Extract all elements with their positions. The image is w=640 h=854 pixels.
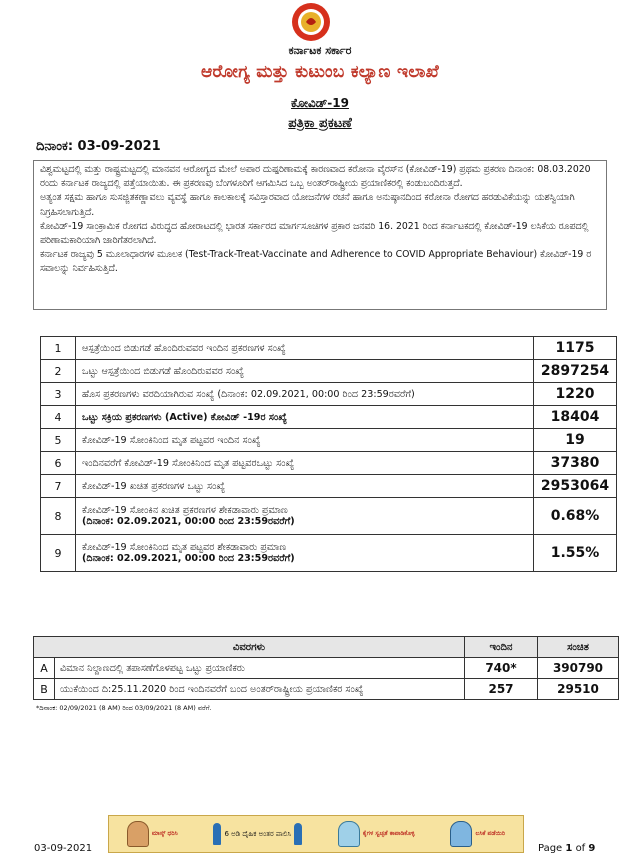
row-label: ಕೋವಿಡ್-19 ಸೋಂಕಿನ ಖಚಿತ ಪ್ರಕರಣಗಳ ಶೇಕಡಾವಾರು ಪ್ರಮಾಣ	[82, 505, 288, 516]
footer-date: 03-09-2021	[34, 843, 93, 854]
column-header: ವಿವರಗಳು	[34, 637, 465, 658]
footnote: *ದಿನಾಂಕ: 02/09/2021 (8 AM) ರಿಂದ 03/09/2021 (8 AM) ವರೆಗೆ.	[36, 704, 212, 712]
person-icon	[294, 823, 302, 845]
row-label: ಯುಕೆಯಿಂದ ದಿ:25.11.2020 ರಿಂದ ಇಂದಿನವರೆಗೆ ಬಂದ ಅಂತರ್‌ರಾಷ್ಟ್ರೀಯ ಪ್ರಯಾಣಿಕರ ಸಂಖ್ಯೆ	[55, 679, 465, 700]
hands-text: ಕೈಗಳ ಸ್ವಚ್ಛತೆ ಕಾಪಾಡಿಕೊಳ್ಳಿ	[362, 830, 415, 837]
page-label: Page	[538, 843, 563, 854]
row-value: 1.55%	[534, 535, 617, 572]
covid-stats-table	[40, 336, 617, 572]
row-sublabel: (ದಿನಾಂಕ: 02.09.2021, 00:00 ರಿಂದ 23:59ರವರೆಗೆ)	[82, 516, 295, 527]
row-value: 2897254	[534, 360, 617, 383]
travel-table	[33, 636, 619, 700]
distance-segment	[213, 823, 302, 845]
column-header: ಸಂಚಿತ	[538, 637, 619, 658]
table-row	[41, 429, 617, 452]
row-label: ಕೋವಿಡ್-19 ಖಚಿತ ಪ್ರಕರಣಗಳ ಒಟ್ಟು ಸಂಖ್ಯೆ	[76, 475, 534, 498]
hands-segment	[338, 821, 415, 847]
mask-text: ಮಾಸ್ಕ್ ಧರಿಸಿ	[151, 830, 178, 837]
person-icon	[213, 823, 221, 845]
covid-heading: ಕೋವಿಡ್-19	[291, 96, 349, 110]
row-number: 4	[41, 406, 76, 429]
govt-title: ಕರ್ನಾಟಕ ಸರ್ಕಾರ	[288, 44, 352, 57]
row-number: 7	[41, 475, 76, 498]
row-label: ಹೊಸ ಪ್ರಕರಣಗಳು ವರದಿಯಾಗಿರುವ ಸಂಖ್ಯೆ (ದಿನಾಂಕ: 02.09.2021, 00:00 ರಿಂದ 23:59ರವರೆಗೆ)	[76, 383, 534, 406]
table-row	[41, 406, 617, 429]
row-number: 1	[41, 337, 76, 360]
distance-text: 6 ಅಡಿ ದೈಹಿಕ ಅಂತರ ಪಾಲಿಸಿ	[224, 830, 292, 838]
row-today: 740*	[465, 658, 538, 679]
row-value: 2953064	[534, 475, 617, 498]
row-number: 2	[41, 360, 76, 383]
row-value: 1220	[534, 383, 617, 406]
covid-guidelines-banner	[108, 815, 524, 853]
row-label-cell	[76, 498, 534, 535]
intro-paragraph: ವಿಶ್ವಮಟ್ಟದಲ್ಲಿ ಮತ್ತು ರಾಷ್ಟ್ರಮಟ್ಟದಲ್ಲಿ ಮಾನವನ ಆರೋಗ್ಯದ ಮೇಲೆ ಅಪಾರ ದುಷ್ಪರಿಣಾಮಕ್ಕೆ ಕಾರಣವಾದ ಕರೋನಾ ವೈರಸ್‌ನ (ಕೋವಿಡ್-19) ಪ್ರಥಮ ಪ್ರಕರಣ ದಿನಾಂಕ: 08.03.2020 ರಂದು ಕರ್ನಾಟಕ ರಾಜ್ಯದಲ್ಲಿ ಪತ್ತೆಯಾಯಿತು. ಈ ಪ್ರಕರಣವು ಬೆಂಗಳೂರಿಗೆ ಆಗಮಿಸಿದ ಒಬ್ಬ ಅಂತರ್‌ರಾಷ್ಟ್ರೀಯ ಪ್ರಯಾಣಿಕರಲ್ಲಿ ಕಂಡುಬಂದಿರುತ್ತದೆ.	[40, 164, 591, 190]
row-number: 8	[41, 498, 76, 535]
row-label: ಇಂದಿನವರೆಗೆ ಕೋವಿಡ್-19 ಸೋಂಕಿನಿಂದ ಮೃತ ಪಟ್ಟವರಒಟ್ಟು ಸಂಖ್ಯೆ	[76, 452, 534, 475]
row-label-cell	[76, 535, 534, 572]
row-number: 3	[41, 383, 76, 406]
intro-paragraph: ಕರ್ನಾಟಕ ರಾಜ್ಯವು 5 ಮೂಲಾಧಾರಗಳ ಮೂಲಕ (Test-Track-Treat-Vaccinate and Adherence to COVID Appropriate Behaviour) ಕೋವಿಡ್-19 ರ ಸವಾಲನ್ನು ನಿರ್ವಹಿಸುತ್ತಿದೆ.	[40, 249, 592, 275]
karnataka-govt-seal	[279, 0, 343, 42]
page-number: 1	[565, 843, 573, 854]
table-row	[41, 360, 617, 383]
table-row	[41, 475, 617, 498]
table-row	[41, 498, 617, 535]
row-number: 9	[41, 535, 76, 572]
row-number: B	[34, 679, 55, 700]
vaccine-icon	[450, 821, 472, 847]
column-header: ಇಂದಿನ	[465, 637, 538, 658]
table-header-row	[34, 637, 619, 658]
row-today: 257	[465, 679, 538, 700]
row-sublabel: (ದಿನಾಂಕ: 02.09.2021, 00:00 ರಿಂದ 23:59ರವರೆಗೆ)	[82, 553, 295, 564]
department-title: ಆರೋಗ್ಯ ಮತ್ತು ಕುಟುಂಬ ಕಲ್ಯಾಣ ಇಲಾಖೆ	[200, 62, 440, 82]
table-row	[41, 452, 617, 475]
row-number: 6	[41, 452, 76, 475]
row-value: 37380	[534, 452, 617, 475]
row-number: 5	[41, 429, 76, 452]
row-value: 0.68%	[534, 498, 617, 535]
table-row	[34, 658, 619, 679]
row-label: ಕೋವಿಡ್-19 ಸೋಂಕಿನಿಂದ ಮೃತ ಪಟ್ಟವರ ಶೇಕಡಾವಾರು ಪ್ರಮಾಣ	[82, 542, 287, 553]
intro-box	[33, 160, 607, 310]
table-row	[41, 383, 617, 406]
row-label: ಆಸ್ಪತ್ರೆಯಿಂದ ಬಿಡುಗಡೆ ಹೊಂದಿರುವವರ ಇಂದಿನ ಪ್ರಕರಣಗಳ ಸಂಖ್ಯೆ	[76, 337, 534, 360]
row-value: 18404	[534, 406, 617, 429]
row-label: ಒಟ್ಟು ಆಸ್ಪತ್ರೆಯಿಂದ ಬಿಡುಗಡೆ ಹೊಂದಿರುವವರ ಸಂಖ್ಯೆ	[76, 360, 534, 383]
row-label: ಕೋವಿಡ್-19 ಸೋಂಕಿನಿಂದ ಮೃತ ಪಟ್ಟವರ ಇಂದಿನ ಸಂಖ್ಯೆ	[76, 429, 534, 452]
page-indicator	[538, 843, 595, 854]
row-total: 29510	[538, 679, 619, 700]
vaccine-segment	[450, 821, 505, 847]
mask-icon	[127, 821, 149, 847]
row-total: 390790	[538, 658, 619, 679]
page-of: of	[575, 843, 586, 854]
row-label: ಒಟ್ಟು ಸಕ್ರಿಯ ಪ್ರಕರಣಗಳು (Active) ಕೋವಿಡ್ -19ರ ಸಂಖ್ಯೆ	[76, 406, 534, 429]
page-total: 9	[588, 843, 596, 854]
mask-segment	[127, 821, 178, 847]
row-value: 19	[534, 429, 617, 452]
row-label: ವಿಮಾನ ನಿಲ್ದಾಣದಲ್ಲಿ ತಪಾಸಣೆಗೊಳಪಟ್ಟ ಒಟ್ಟು ಪ್ರಯಾಣಿಕರು	[55, 658, 465, 679]
intro-paragraph: ಕೋವಿಡ್-19 ಸಾಂಕ್ರಾಮಿಕ ರೋಗದ ವಿರುದ್ಧದ ಹೋರಾಟದಲ್ಲಿ ಭಾರತ ಸರ್ಕಾರದ ಮಾರ್ಗಸೂಚಿಗಳ ಪ್ರಕಾರ ಜನವರಿ 16. 2021 ರಿಂದ ಕರ್ನಾಟಕದಲ್ಲಿ ಕೋವಿಡ್-19 ಲಸಿಕೆಯ ರೂಪದಲ್ಲಿ ಪರಿಣಾಮಕಾರಿಯಾಗಿ ಜಾರಿಗೆತರಲಾಗಿದೆ.	[40, 220, 589, 247]
table-row	[41, 337, 617, 360]
row-number: A	[34, 658, 55, 679]
press-release-heading: ಪತ್ರಿಕಾ ಪ್ರಕಟಣೆ	[288, 116, 352, 131]
hand-wash-icon	[338, 821, 360, 847]
table-row	[34, 679, 619, 700]
row-value: 1175	[534, 337, 617, 360]
vaccine-text: ಲಸಿಕೆ ಪಡೆಯಿರಿ	[475, 830, 506, 837]
intro-paragraph: ಅತ್ಯಂತ ಸಕ್ಷಮ ಹಾಗೂ ಸುಸಜ್ಜಿತಕಣ್ಣಾವಲು ವ್ಯವಸ್ಥೆ ಹಾಗೂ ಕಾಲಕಾಲಕ್ಕೆ ಸವಿಸ್ತಾರವಾದ ಯೋಜನೆಗಳ ರಚನೆ ಹಾಗೂ ಅನುಷ್ಠಾನದಿಂದ ಕರೋನಾ ರೋಗದ ಹರಡುವಿಕೆಯನ್ನು ಯಶಸ್ವಿಯಾಗಿ ನಿಗ್ರಹಿಸಲಾಗುತ್ತಿದೆ.	[40, 192, 575, 218]
release-date: ದಿನಾಂಕ: 03-09-2021	[36, 139, 161, 154]
table-row	[41, 535, 617, 572]
